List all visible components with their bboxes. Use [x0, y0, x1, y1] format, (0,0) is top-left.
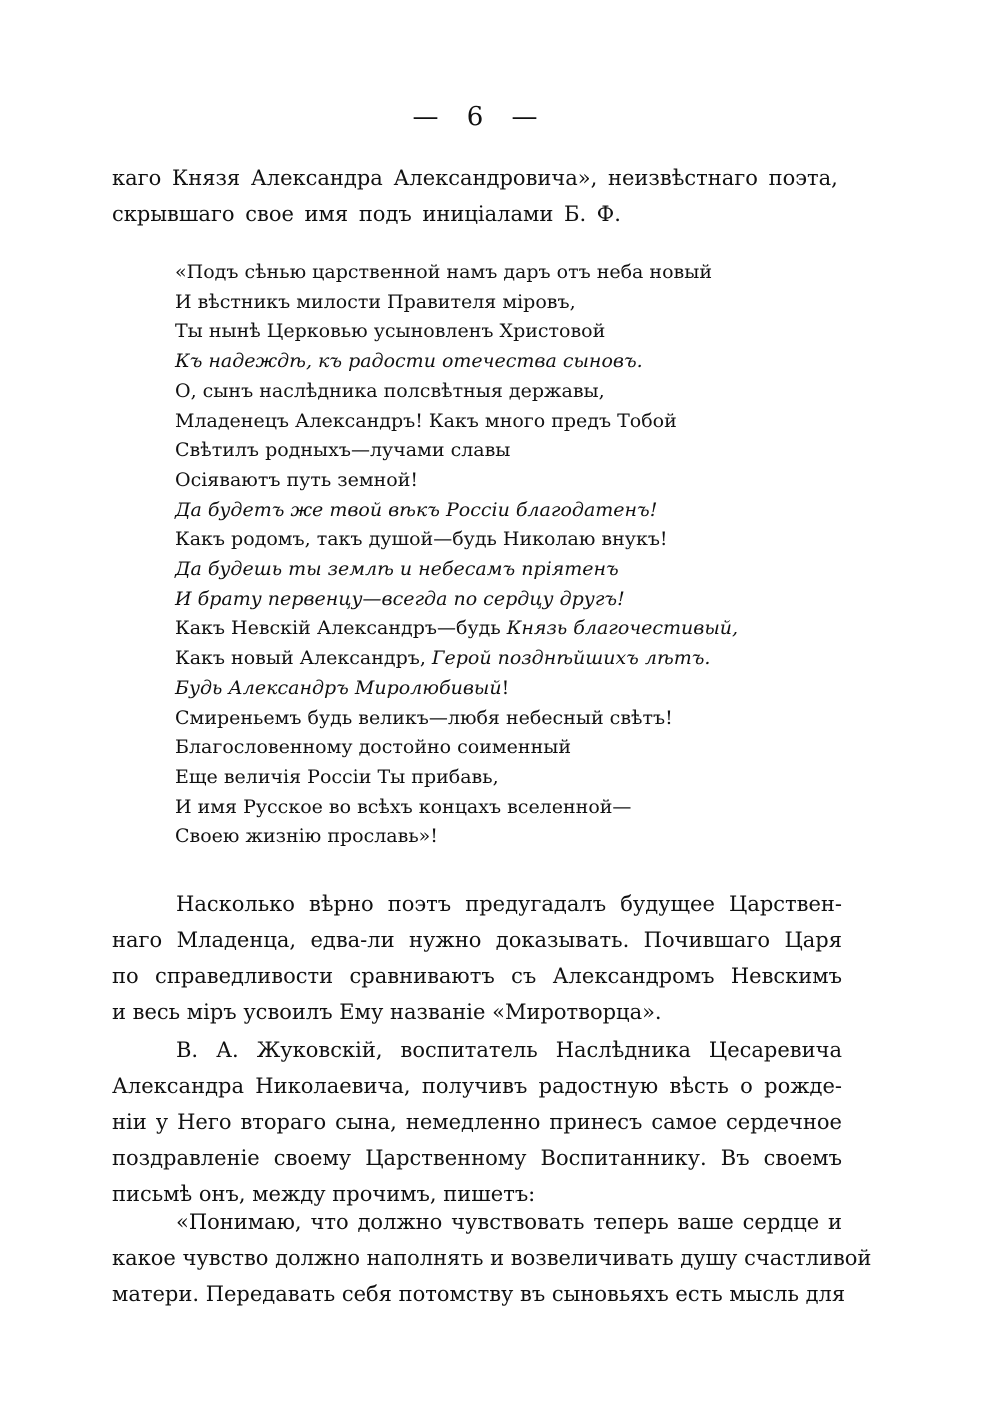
text-segment: «Подъ сѣнью царственной намъ даръ отъ неба новый: [175, 261, 713, 283]
poem-line: [175, 377, 815, 407]
text-segment: Своею жизнію прославь»!: [175, 825, 438, 848]
text-segment: !: [501, 676, 510, 699]
text-line: поздравленіе своему Царственному Воспитаннику. Въ своемъ: [112, 1146, 842, 1170]
poem-line: [175, 436, 815, 466]
text-line: и весь міръ усвоилъ Ему названіе «Миротворца».: [112, 1000, 662, 1024]
poem-line: [175, 704, 815, 734]
italic-segment: Князь благочестивый,: [506, 617, 739, 640]
poem-line: [175, 317, 815, 347]
text-line: Александра Николаевича, получивъ радостную вѣсть о рожде-: [112, 1074, 842, 1098]
poem-line: [175, 407, 815, 437]
italic-segment: Будь Александръ Миролюбивый: [175, 676, 502, 699]
text-segment: Ты нынѣ Церковью усыновленъ Христовой: [175, 320, 606, 343]
italic-segment: Да будетъ же твой вѣкъ Россіи благодатенъ!: [175, 498, 658, 521]
text-segment: Благословенному достойно соименный: [175, 736, 572, 759]
paragraph: [112, 1032, 842, 1212]
text-segment: О, сынъ наслѣдника полсвѣтныя державы,: [175, 379, 605, 402]
poem-block: [175, 258, 815, 852]
text-segment: Какъ родомъ, такъ душой—будь Николаю внукъ!: [175, 528, 668, 551]
text-segment: Смиреньемъ будь великъ—любя небесный свѣтъ!: [175, 706, 673, 729]
poem-line: [175, 555, 815, 585]
italic-segment: Герой позднѣйшихъ лѣтъ.: [431, 647, 711, 670]
poem-line: [175, 496, 815, 526]
text-line: скрывшаго свое имя подъ иниціалами Б. Ф.: [112, 202, 621, 226]
poem-line: [175, 614, 815, 644]
text-segment: И имя Русское во всѣхъ концахъ вселенной—: [175, 795, 632, 818]
text-line: наго Младенца, едва-ли нужно доказывать. Почившаго Царя: [112, 928, 842, 952]
poem-line: [175, 733, 815, 763]
text-segment: И вѣстникъ милости Правителя міровъ,: [175, 290, 576, 313]
text-line: ніи у Него втораго сына, немедленно принесъ самое сердечное: [112, 1110, 842, 1134]
page-number: — 6 —: [412, 102, 548, 132]
italic-segment: Да будешь ты землѣ и небесамъ пріятенъ: [175, 558, 619, 581]
text-line: В. А. Жуковскій, воспитатель Наслѣдника Цесаревича: [176, 1038, 842, 1062]
poem-line: [175, 466, 815, 496]
poem-line: [175, 644, 815, 674]
text-line: по справедливости сравниваютъ съ Александромъ Невскимъ: [112, 964, 842, 988]
text-segment: Еще величія Россіи Ты прибавь,: [175, 765, 499, 788]
poem-line: [175, 347, 815, 377]
text-line: письмѣ онъ, между прочимъ, пишетъ:: [112, 1182, 536, 1206]
text-line: какое чувство должно наполнять и возвеличивать душу счастливой: [112, 1246, 872, 1270]
poem-line: [175, 585, 815, 615]
text-line: Насколько вѣрно поэтъ предугадалъ будущее Царствен-: [176, 892, 842, 916]
text-line: матери. Передавать себя потомству въ сыновьяхъ есть мысль для: [112, 1282, 846, 1306]
italic-segment: Къ надеждѣ, къ радости отечества сыновъ.: [175, 350, 643, 373]
poem-line: [175, 674, 815, 704]
text-segment: Младенецъ Александръ! Какъ много предъ Тобой: [175, 409, 677, 432]
intro-text: [112, 160, 852, 232]
text-line: «Понимаю, что должно чувствовать теперь ваше сердце и: [176, 1210, 842, 1234]
paragraph: [112, 1204, 872, 1312]
text-segment: Осіяваютъ путь земной!: [175, 468, 419, 491]
paragraph: [112, 886, 842, 1030]
poem-line: [175, 525, 815, 555]
text-line: каго Князя Александра Александровича», неизвѣстнаго поэта,: [112, 166, 838, 190]
text-segment: Какъ Невскій Александръ—будь: [175, 617, 507, 640]
poem-line: [175, 822, 815, 852]
text-segment: Свѣтилъ родныхъ—лучами славы: [175, 439, 511, 462]
italic-segment: И брату первенцу—всегда по сердцу другъ!: [175, 587, 625, 610]
poem-line: [175, 763, 815, 793]
poem-line: [175, 258, 815, 288]
poem-line: [175, 793, 815, 823]
poem-line: [175, 288, 815, 318]
text-segment: Какъ новый Александръ,: [175, 647, 432, 670]
